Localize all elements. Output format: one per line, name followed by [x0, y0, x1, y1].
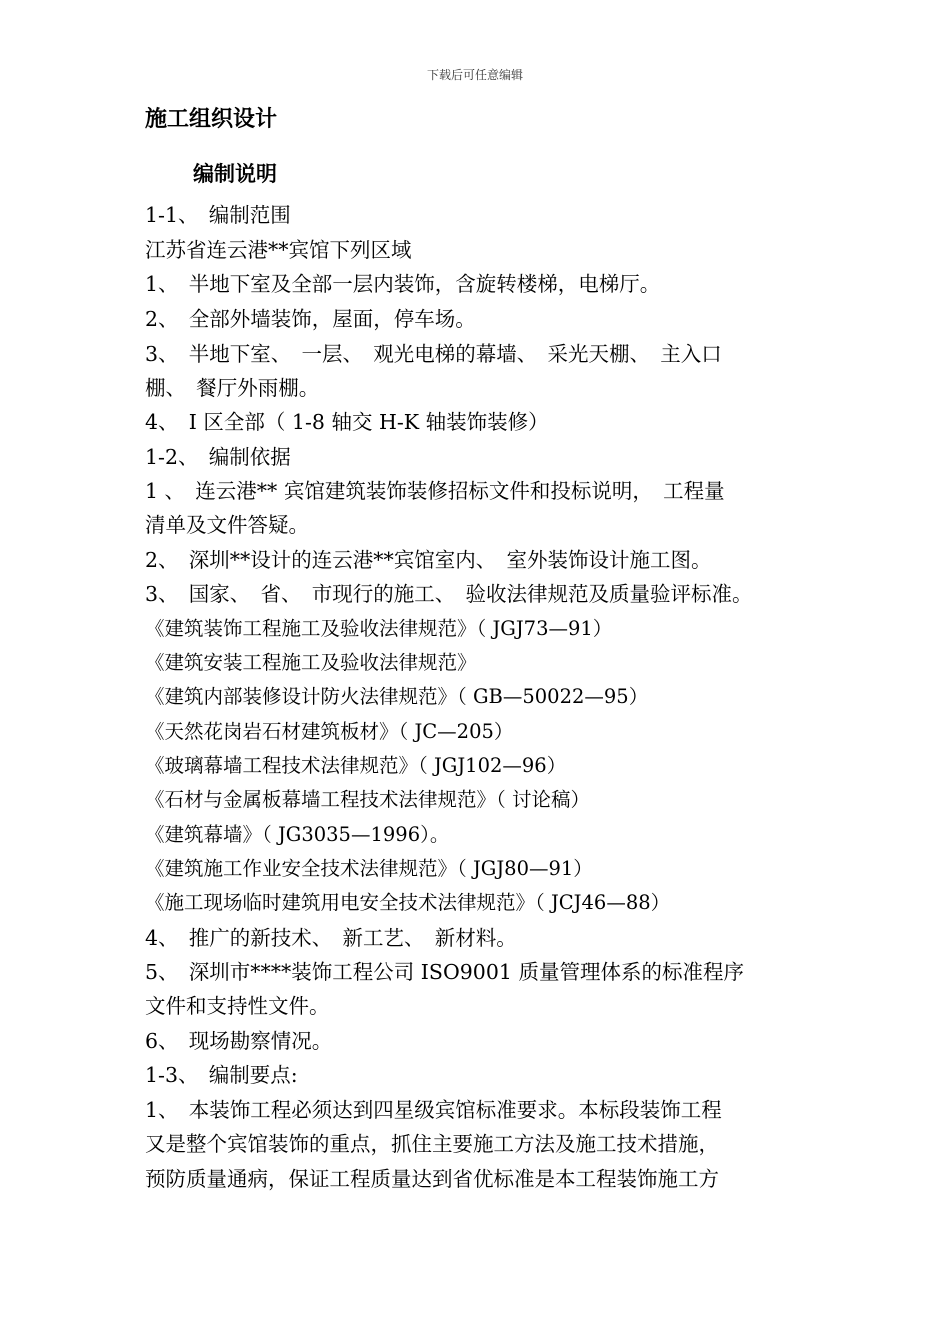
text-line: 3、 半地下室、 一层、 观光电梯的幕墙、 采光天棚、 主入口: [145, 342, 722, 366]
text-line: 1、 本装饰工程必须达到四星级宾馆标准要求。本标段装饰工程: [145, 1098, 722, 1122]
text-line: 1 、 连云港** 宾馆建筑装饰装修招标文件和投标说明， 工程量: [145, 479, 725, 503]
text-line: 文件和支持性文件。: [145, 994, 330, 1018]
section-title: 编制说明: [193, 162, 277, 186]
text-line: 5、 深圳市****装饰工程公司 ISO9001 质量管理体系的标准程序: [145, 960, 744, 984]
text-line: 清单及文件答疑。: [145, 513, 309, 537]
reference-line: 《建筑装饰工程施工及验收法律规范》（ JGJ73—91）: [145, 617, 613, 640]
text-line: 4、 I 区全部（ 1-8 轴交 H-K 轴装饰装修）: [145, 410, 549, 434]
reference-line: 《施工现场临时建筑用电安全技术法律规范》（ JCJ46—88）: [145, 891, 671, 914]
page-header: 下载后可任意编辑: [426, 68, 523, 82]
reference-line: 《建筑幕墙》（ JG3035—1996）。: [145, 823, 450, 846]
reference-line: 《建筑施工作业安全技术法律规范》（ JGJ80—91）: [145, 857, 593, 880]
text-line: 又是整个宾馆装饰的重点，抓住主要施工方法及施工技术措施，: [145, 1132, 719, 1156]
text-line: 江苏省连云港**宾馆下列区域: [145, 238, 412, 262]
text-line: 3、 国家、 省、 市现行的施工、 验收法律规范及质量验评标准。: [145, 582, 753, 606]
text-line: 2、 深圳**设计的连云港**宾馆室内、 室外装饰设计施工图。: [145, 548, 712, 572]
text-line: 2、 全部外墙装饰，屋面，停车场。: [145, 307, 476, 331]
text-line: 1-2、 编制依据: [145, 445, 291, 469]
reference-line: 《玻璃幕墙工程技术法律规范》（ JGJ102—96）: [145, 754, 567, 777]
text-line: 预防质量通病，保证工程质量达到省优标准是本工程装饰施工方: [145, 1167, 719, 1191]
reference-line: 《天然花岗岩石材建筑板材》（ JC—205）: [145, 720, 514, 743]
reference-line: 《建筑内部装修设计防火法律规范》（ GB—50022—95）: [145, 685, 649, 708]
document-title: 施工组织设计: [145, 107, 278, 132]
text-line: 6、 现场勘察情况。: [145, 1029, 333, 1053]
text-line: 棚、 餐厅外雨棚。: [145, 376, 320, 400]
text-line: 1-3、 编制要点:: [145, 1063, 298, 1087]
text-line: 4、 推广的新技术、 新工艺、 新材料。: [145, 926, 517, 950]
reference-line: 《建筑安装工程施工及验收法律规范》: [145, 651, 477, 674]
text-line: 1、 半地下室及全部一层内装饰，含旋转楼梯，电梯厅。: [145, 272, 661, 296]
reference-line: 《石材与金属板幕墙工程技术法律规范》（ 讨论稿）: [145, 788, 590, 811]
text-line: 1-1、 编制范围: [145, 203, 291, 227]
